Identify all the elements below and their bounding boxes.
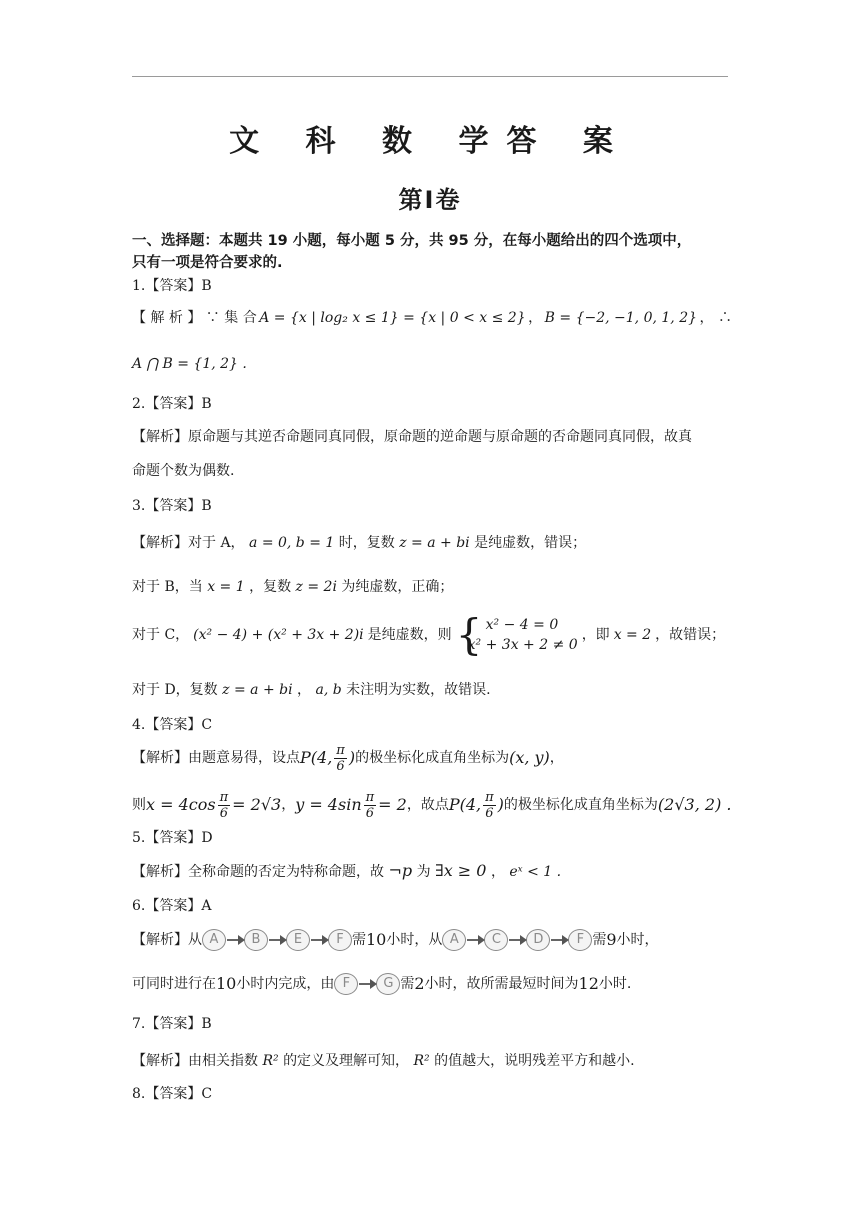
q6-text: 需 (400, 976, 415, 992)
q4-point: P(4, (448, 795, 482, 814)
header-rule (132, 76, 728, 77)
node-f-icon: F (568, 929, 592, 951)
q7-line (132, 1052, 732, 1070)
q1-set-b: B = {−2, −1, 0, 1, 2} (544, 310, 698, 326)
q3-math: a, b (315, 682, 342, 698)
q3-math: a = 0, b = 1 (249, 535, 335, 551)
q6-text: 小时，故所需最短时间为 (424, 976, 579, 992)
page-title: 文 科 数 学答 案 (229, 124, 631, 159)
node-a-icon: A (202, 929, 226, 951)
q6-number: 10 (216, 974, 237, 993)
q5-math: eˣ < 1 . (509, 864, 562, 880)
q7-text: 的值越大，说明残差平方和越小. (434, 1053, 635, 1069)
node-f-icon: F (328, 929, 352, 951)
q3-text: 未注明为实数，故错误. (346, 682, 491, 698)
q7-text: 的定义及理解可知， (283, 1053, 410, 1069)
q3-math: (x² − 4) + (x² + 3x + 2)i (193, 627, 364, 643)
q3-text: 对于 B，当 (132, 579, 203, 595)
q4-line-a (132, 740, 732, 776)
q5-text: 为 (416, 864, 431, 880)
q6-text: 小时. (598, 976, 632, 992)
pi-over-6: $\frac{\pi}{6}$ (365, 789, 375, 821)
q4-text: ， (281, 797, 296, 813)
node-b-icon: B (244, 929, 268, 951)
system-row-2: x² + 3x + 2 ≠ 0 (467, 637, 578, 653)
q6-answer: 6.【答案】A (132, 898, 212, 914)
q5-text: ， (490, 864, 505, 880)
q4-math: = 2√3 (232, 795, 282, 814)
q6-text: 小时，从 (386, 932, 443, 948)
q1-therefore: ， ∴ (699, 310, 732, 326)
q3-text: 对于 C， (132, 627, 190, 643)
q6-text: 需 (592, 932, 607, 948)
node-f-icon: F (334, 973, 358, 995)
q3-text: 是纯虚数，则 (367, 627, 452, 643)
q1-analysis-line-2: A ⋂ B = {1, 2} . (132, 356, 247, 372)
equation-system: { x² − 4 = 0 x² + 3x + 2 ≠ 0 (455, 610, 578, 659)
q4-answer: 4.【答案】C (132, 717, 213, 733)
q6-text: 可同时进行在 (132, 976, 216, 992)
q4-text: 的极坐标化成直角坐标为 (503, 797, 658, 813)
q1-comma: ， (528, 310, 543, 326)
q3-line-b (132, 578, 732, 596)
node-e-icon: E (286, 929, 310, 951)
system-row-1: x² − 4 = 0 (485, 617, 559, 633)
q3-text: ，复数 (249, 579, 292, 595)
node-d-icon: D (526, 929, 550, 951)
q3-math: x = 1 (207, 579, 245, 595)
q8-answer: 8.【答案】C (132, 1086, 213, 1102)
q7-answer: 7.【答案】B (132, 1016, 212, 1032)
q3-text: 时，复数 (338, 535, 395, 551)
arrow-icon (551, 939, 567, 941)
q3-text: 对于 D，复数 (132, 682, 218, 698)
q3-math: z = a + bi (399, 535, 470, 551)
q7-math: R² (262, 1053, 279, 1069)
q6-number: 9 (606, 930, 617, 949)
arrow-icon (227, 939, 243, 941)
arrow-icon (311, 939, 327, 941)
q4-point: P(4, (300, 748, 333, 767)
q6-number: 2 (414, 974, 425, 993)
q3-text: ，故错误； (655, 627, 726, 643)
q6-text: 需 (352, 932, 366, 948)
q2-analysis-line-1: 【解析】原命题与其逆否命题同真同假，原命题的逆命题与原命题的否命题同真同假，故真 (132, 429, 692, 445)
pi-over-6: $\frac{\pi}{6}$ (485, 789, 494, 821)
q4-text: 则 (132, 797, 146, 813)
arrow-icon (269, 939, 285, 941)
q5-line (132, 862, 732, 881)
q7-math: R² (413, 1053, 430, 1069)
q6-text: 小时内完成，由 (236, 976, 335, 992)
q4-text: ， (549, 750, 564, 766)
q2-analysis-line-2: 命题个数为偶数. (132, 463, 235, 479)
q4-text: ，故点 (406, 797, 449, 813)
q3-answer: 3.【答案】B (132, 498, 212, 514)
arrow-icon (509, 939, 525, 941)
q6-number: 10 (366, 930, 387, 949)
q5-answer: 5.【答案】D (132, 830, 213, 846)
q1-analysis-line-1 (132, 309, 732, 327)
q3-text: 是纯虚数，错误； (474, 535, 587, 551)
intro-line-2: 只有一项是符合要求的. (132, 255, 283, 271)
q6-line-a (132, 928, 732, 952)
q4-math: ) (348, 748, 356, 767)
q3-math: z = a + bi (222, 682, 293, 698)
q4-line-b (132, 787, 732, 823)
q7-text: 【解析】由相关指数 (132, 1053, 258, 1069)
q3-line-a (132, 534, 732, 552)
q4-math: ) (497, 795, 504, 814)
q2-answer: 2.【答案】B (132, 396, 212, 412)
node-a-icon: A (442, 929, 466, 951)
q4-text: 的极坐标化成直角坐标为 (355, 750, 510, 766)
q3-text: 为纯虚数，正确； (341, 579, 454, 595)
node-g-icon: G (376, 973, 400, 995)
q3-text: ， (297, 682, 312, 698)
q1-answer: 1.【答案】B (132, 278, 212, 294)
pi-over-6: $\frac{\pi}{6}$ (336, 742, 345, 774)
q6-number: 12 (578, 974, 599, 993)
q1-text: 【 解 析 】 ∵ 集 合 (132, 310, 257, 326)
arrow-icon (467, 939, 483, 941)
q6-text: 【解析】从 (132, 932, 202, 948)
q3-text: ，即 (581, 627, 610, 643)
q4-math: (2√3, 2) . (657, 795, 732, 814)
q3-math: z = 2i (295, 579, 337, 595)
q3-math: x = 2 (613, 627, 652, 643)
q3-text: 【解析】对于 A， (132, 535, 245, 551)
q6-line-b (132, 972, 732, 996)
q4-text: 【解析】由题意易得，设点 (132, 750, 300, 766)
pi-over-6: $\frac{\pi}{6}$ (219, 789, 229, 821)
q4-math: (x, y) (509, 748, 550, 767)
q6-text: 小时， (616, 932, 659, 948)
node-c-icon: C (484, 929, 508, 951)
intro-line-1: 一、选择题：本题共 19 小题，每小题 5 分，共 95 分，在每小题给出的四个选项中， (132, 233, 692, 249)
q1-set-a: A = {x | log₂ x ≤ 1} = {x | 0 < x ≤ 2} (259, 310, 526, 326)
q3-line-d (132, 681, 732, 699)
q3-line-c (132, 610, 732, 659)
q5-text: 【解析】全称命题的否定为特称命题，故 (132, 864, 384, 880)
q4-math: y = 4sin (295, 795, 362, 814)
q4-math: = 2 (378, 795, 407, 814)
q5-math: ¬p (388, 861, 413, 880)
q4-math: x = 4cos (146, 795, 216, 814)
q5-math: ∃x ≥ 0 (435, 861, 487, 880)
section-title: 第Ⅰ卷 (398, 186, 462, 214)
arrow-icon (359, 983, 375, 985)
